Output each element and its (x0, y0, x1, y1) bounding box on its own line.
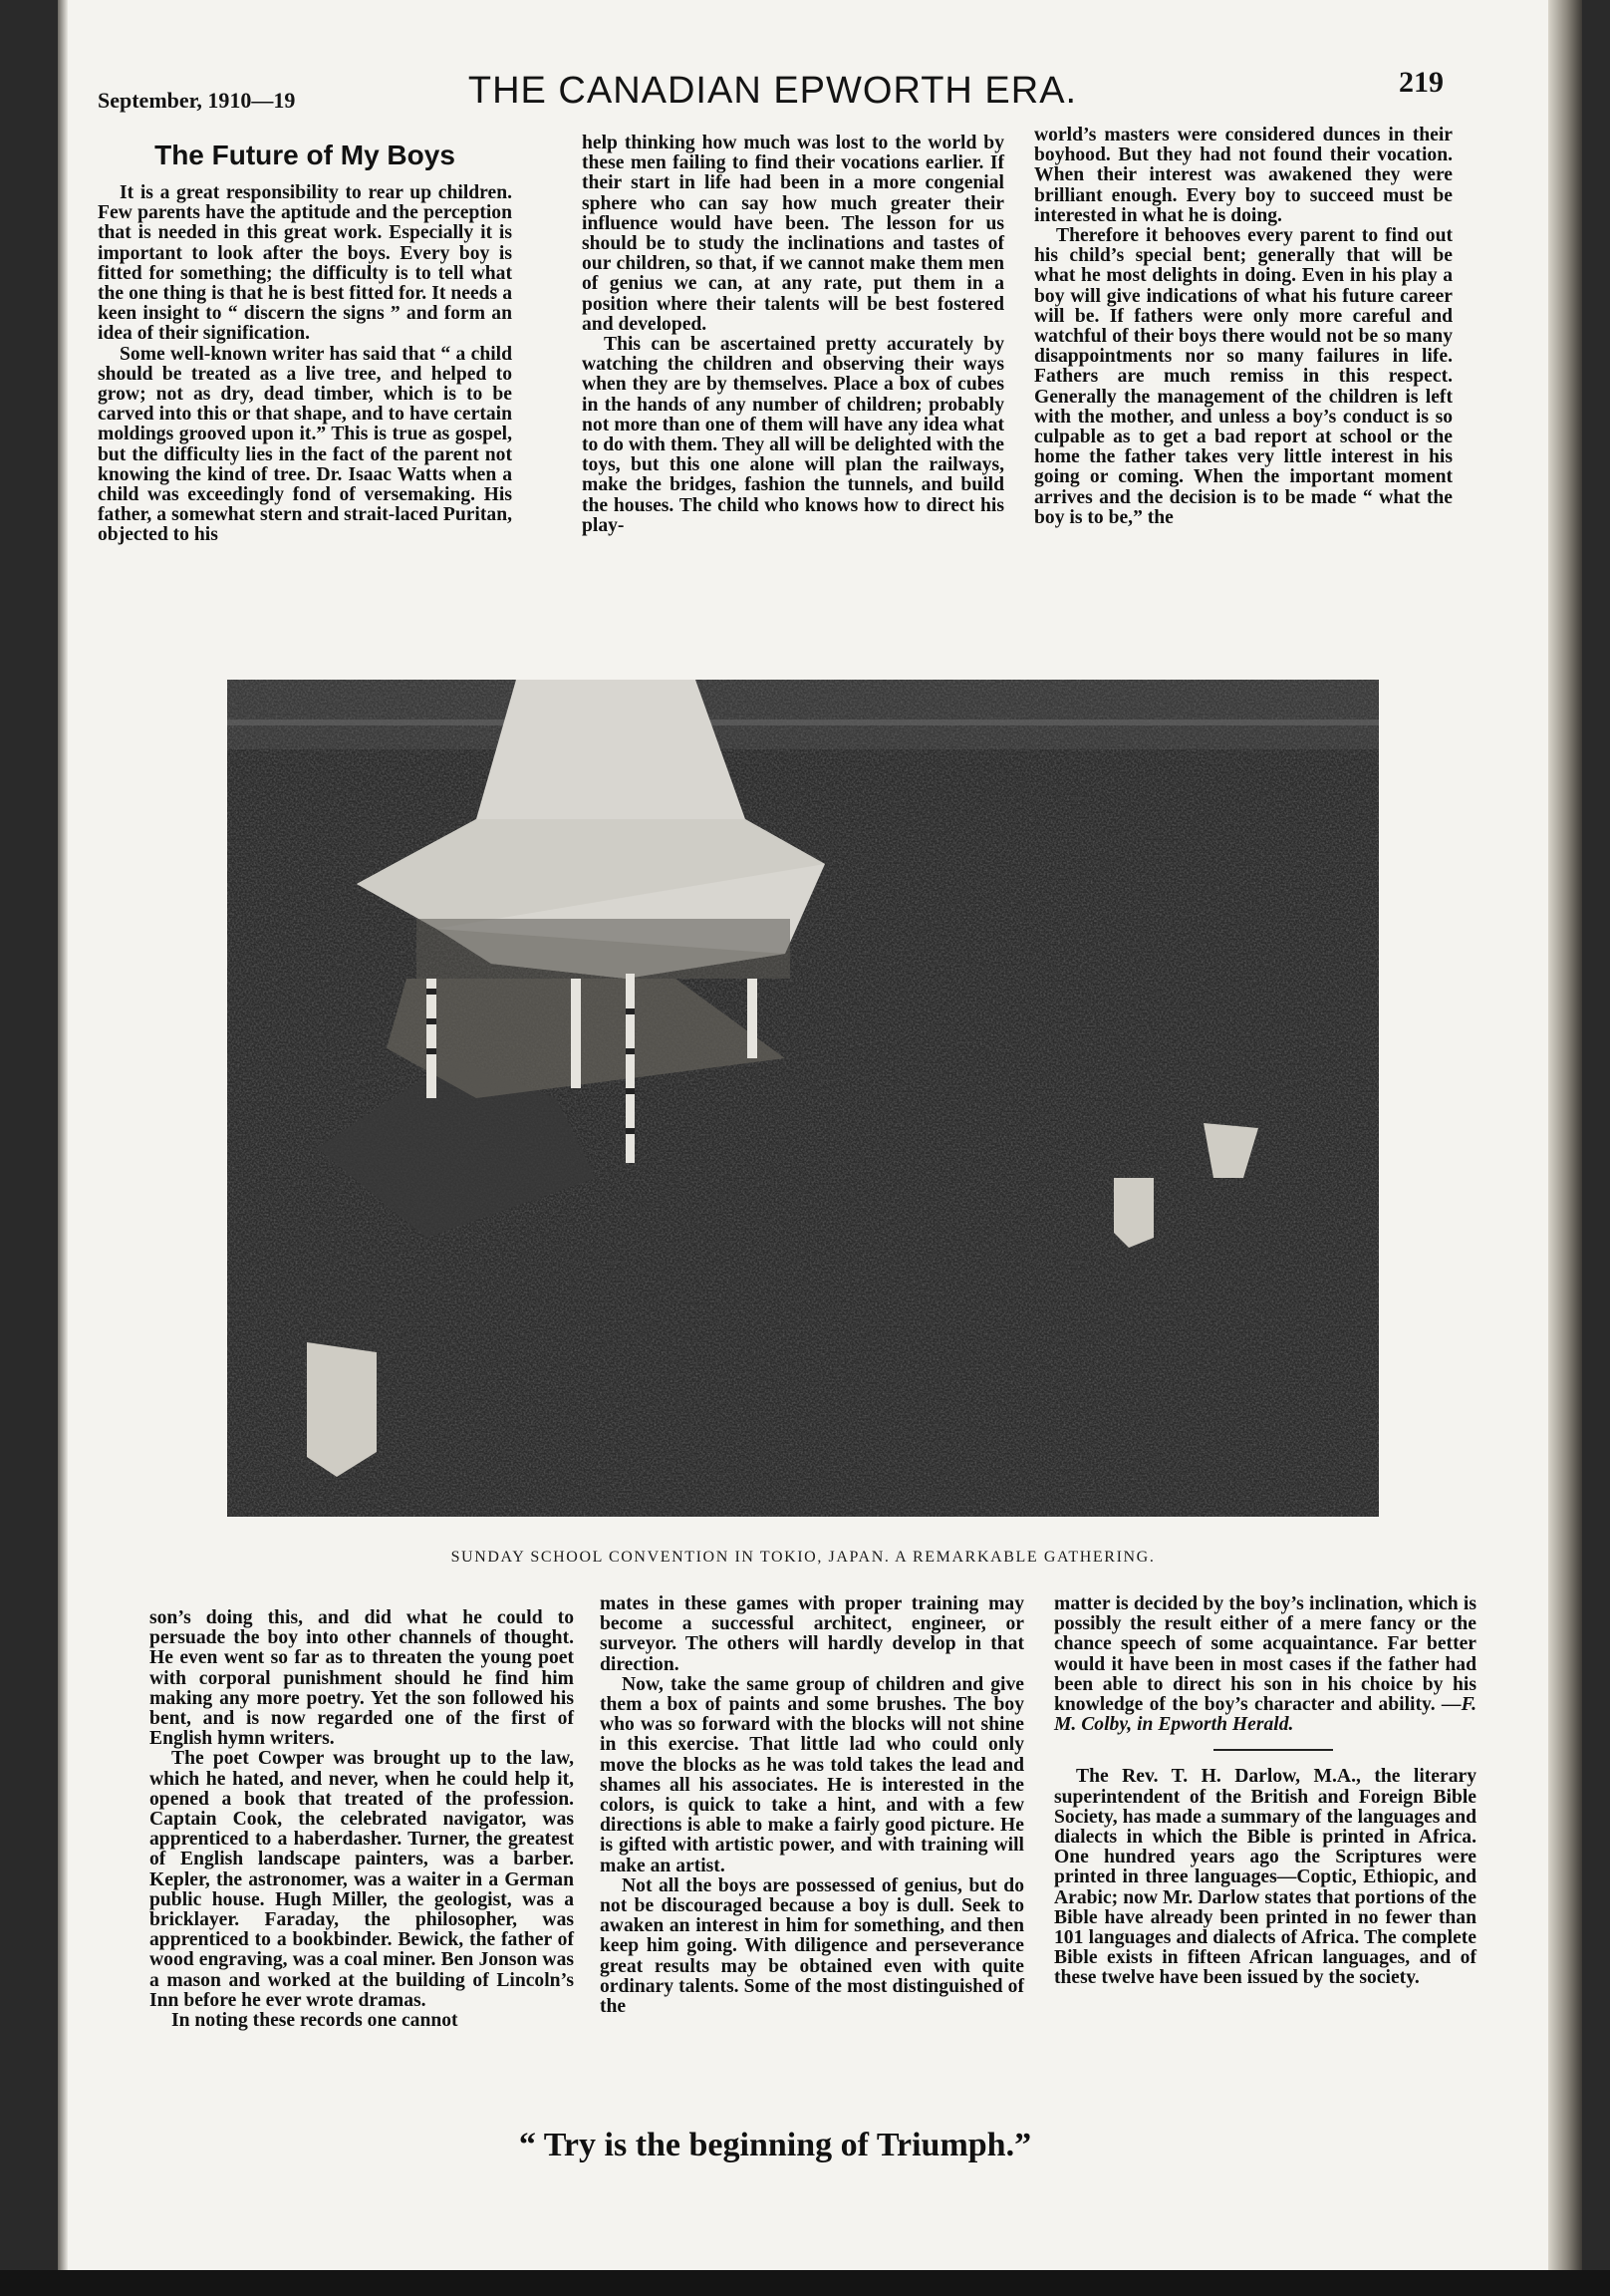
article-paragraph: Some well-known writer has said that “ a child should be treated as a live tree, and helped to grow; not as dry, dead timber, which is to be carved into this or that shape, and to have certain moldings grooved upon it.” This is true as gospel, but the difficulty lies in the fact of the parent not knowing the kind of tree. Dr. Isaac Watts when a child was exceedingly fond of versemaking. His father, a somewhat stern and strait-laced Puritan, objected to his (98, 343, 512, 546)
magazine-title: THE CANADIAN EPWORTH ERA. (467, 70, 1078, 112)
scan-border (0, 2270, 1610, 2296)
article-paragraph: mates in these games with proper training may become a successful architect, engineer, or surveyor. The others will hardly develop in that direction. (600, 1593, 1024, 1675)
article-column-6 (1054, 1594, 1476, 1989)
article-paragraph: In noting these records one cannot (171, 2010, 458, 2032)
article-paragraph: It is a great responsibility to rear up children. Few parents have the aptitude and the perception that is needed in this great work. Especially it is important to look after the boys. Every boy is fitted for something; the difficulty is to tell what the one thing is that he is best fitted for. It needs a keen insight to “ discern the signs ” and form an idea of their signification. (98, 182, 512, 345)
article-paragraph: Now, take the same group of children and give them a box of paints and some brushes. The boy who was so forward with the blocks will not shine in this exercise. That little lad who could only move the blocks as he was told takes the lead and shames all his associates. He is interested in the colors, is quick to take a hint, and with a few directions is able to make a fairly good picture. He is gifted with artistic power, and with training will make an artist. (600, 1673, 1024, 1876)
page-edge-shadow (58, 0, 68, 2296)
page-header (98, 64, 1448, 114)
motto: “ Try is the beginning of Triumph.” (518, 2127, 1032, 2163)
book-spine (1548, 0, 1582, 2296)
page-number: 219 (1399, 66, 1444, 99)
article-paragraph: world’s masters were considered dunces in their boyhood. But they had not found their vocation. When their interest was awakened they were brilliant enough. Every boy to succeed must be interested in what he is doing. (1034, 125, 1453, 226)
article-paragraph: son’s doing this, and did what he could to persuade the boy into other channels of thought. He even went so far as to threaten the young poet with corporal punishment should he find him making any more poetry. Yet the son followed his bent, and is now regarded one of the first of English hymn writers. (149, 1607, 574, 1750)
photo-caption: SUNDAY SCHOOL CONVENTION IN TOKIO, JAPAN. A REMARKABLE GATHERING. (450, 1549, 1156, 1566)
article-paragraph (1054, 1594, 1476, 1735)
article-column-5 (600, 1594, 1024, 2017)
article-column-1 (98, 140, 512, 546)
convention-photo (227, 680, 1379, 1517)
article-title: The Future of My Boys (154, 140, 455, 170)
article-closing-text: matter is decided by the boy’s inclination, which is possibly the result either of a mere fancy or the chance speech of some acquaintance. Far better would it have been in most cases if the father had been able to direct his son in his choice by his knowledge of the boy’s character and ability. (1054, 1593, 1476, 1716)
article-paragraph: Therefore it behooves every parent to find out his child’s special bent; generally that will be what he most delights in doing. Even in his play a boy will give indications of what his future career will be. If fathers were only more careful and watchful of their boys there would not be so many disappointments nor so many failures in life. Fathers are much remiss in this respect. Generally the management of the children is left with the mother, and unless a boy’s conduct is so culpable as to get a bad report at school or the home the father takes very little interest in his going or coming. When the important moment arrives and the decision is to be made “ what the boy is to be,” the (1034, 225, 1453, 528)
article-paragraph: This can be ascertained pretty accurately by watching the children and observing their ways when they are by themselves. Place a box of cubes in the hands of any number of children; probably not more than one of them will have any idea what to do with them. They all will be delighted with the toys, but this one alone will plan the railways, make the bridges, fashion the tunnels, and build the houses. The child who knows how to direct his play- (582, 334, 1004, 536)
article-column-4 (149, 1608, 574, 2031)
article-paragraph: The poet Cowper was brought up to the law, which he hated, and never, when he could help it, opened a book that treated of the profession. Captain Cook, the celebrated navigator, was apprenticed to a haberdasher. Turner, the greatest of English landscape painters, was a barber. Kepler, the astronomer, was a waiter in a German public house. Hugh Miller, the geologist, was a bricklayer. Faraday, the philosopher, was apprenticed to a bookbinder. Bewick, the father of wood engraving, was a coal miner. Ben Jonson was a mason and worked at the building of Lincoln’s Inn before he ever wrote dramas. (149, 1748, 574, 2011)
bible-note-paragraph: The Rev. T. H. Darlow, M.A., the literary superintendent of the British and Foreign Bible Society, has made a summary of the languages and dialects in which the Bible is printed in Africa. One hundred years ago the Scriptures were printed in three languages—Coptic, Ethiopic, and Arabic; now Mr. Darlow states that portions of the Bible have already been printed in no fewer than 101 languages and dialects of Africa. The complete Bible exists in fifteen African languages, and of these twelve have been issued by the society. (1054, 1766, 1476, 1989)
article-paragraph: help thinking how much was lost to the world by these men failing to find their vocations earlier. If their start in life had been in a more congenial sphere who can say how much greater their influence would have been. The lesson for us should be to study the inclinations and tastes of our children, so that, if we cannot make them men of genius we can, at any rate, put them in a position where their talents will be best fostered and developed. (582, 133, 1004, 335)
issue-date: September, 1910—19 (98, 88, 296, 113)
article-source: —F. M. Colby, in Epworth Herald. (1054, 1694, 1477, 1736)
section-divider (1213, 1749, 1333, 1751)
article-column-3 (1034, 126, 1453, 528)
article-paragraph: Not all the boys are possessed of genius, but do not be discouraged because a boy is dull. Seek to awaken an interest in him for something, and then keep him going. With diligence and perseverance great results may be obtained even with quite ordinary talents. Some of the most distinguished of the (600, 1874, 1024, 2018)
article-column-2 (582, 134, 1004, 536)
